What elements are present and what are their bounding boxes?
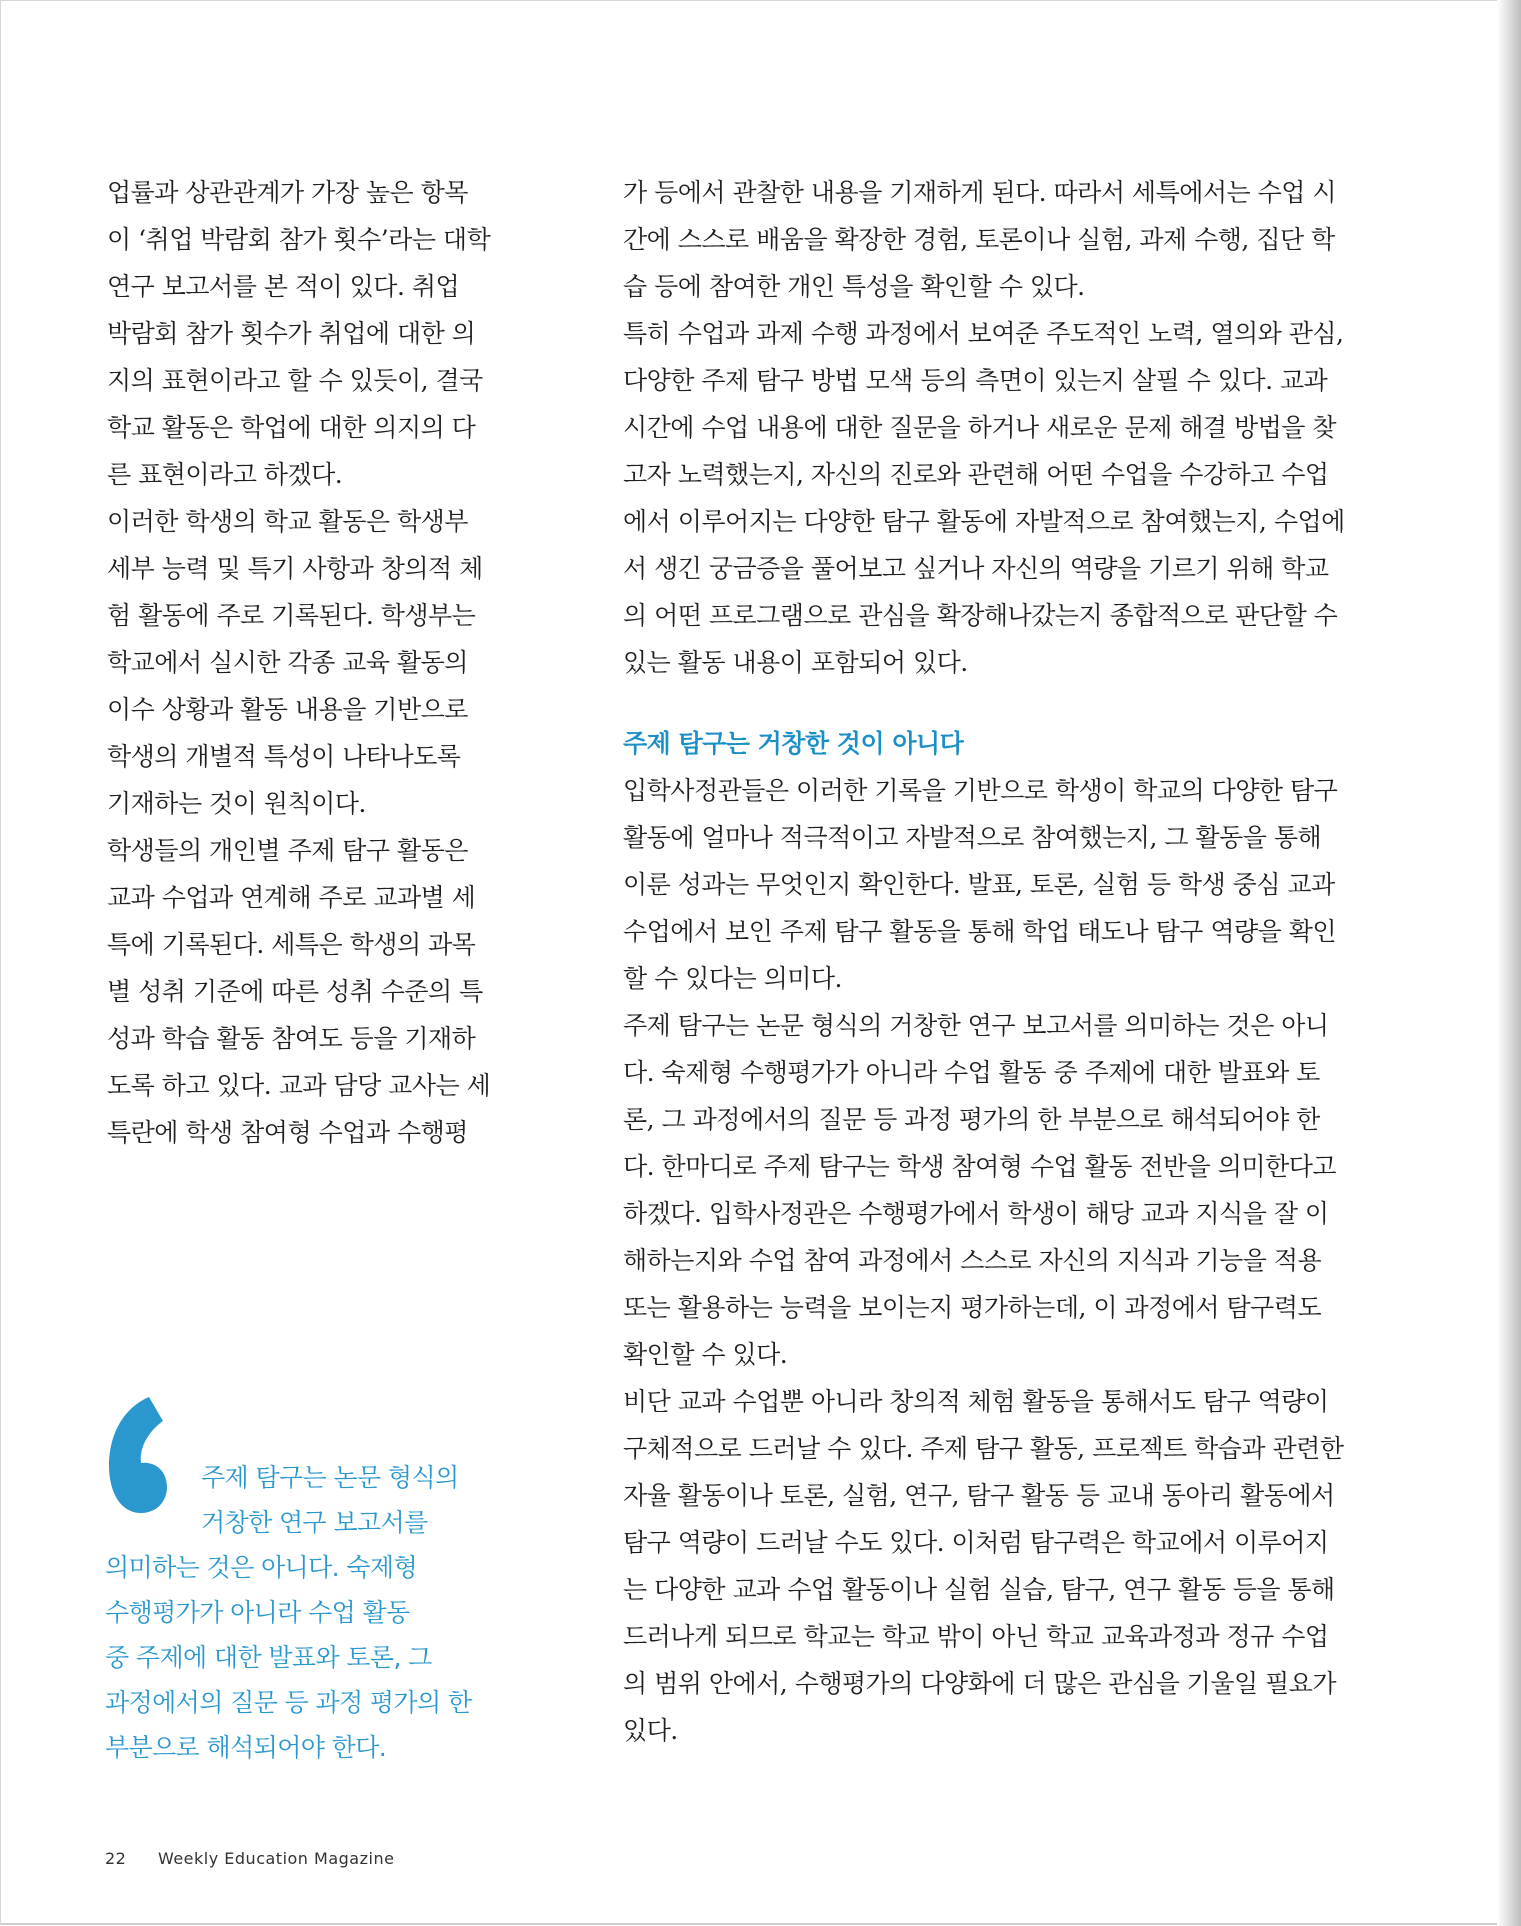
pull-quote <box>105 1397 505 1770</box>
page-number: 22 <box>105 1849 127 1868</box>
left-paragraph-1: 업률과 상관관계가 가장 높은 항목 이 ‘취업 박람회 참가 횟수’라는 대학 연구 보고서를 본 적이 있다. 취업 박람회 참가 횟수가 취업에 대한 의 지의 표현이라고 할 수 있듯이, 결국 학교 활동은 학업에 대한 의지의 다 른 표현이라고 하겠다. <box>107 178 491 489</box>
left-paragraph-2: 이러한 학생의 학교 활동은 학생부 세부 능력 및 특기 사항과 창의적 체 험 활동에 주로 기록된다. 학생부는 학교에서 실시한 각종 교육 활동의 이수 상황과 활동 내용을 기반으로 학생의 개별적 특성이 나타나도록 기재하는 것이 원칙이다. <box>107 507 483 818</box>
open-quote-icon <box>105 1397 185 1517</box>
right-paragraph-3: 입학사정관들은 이러한 기록을 기반으로 학생이 학교의 다양한 탐구 활동에 얼마나 적극적이고 자발적으로 참여했는지, 그 활동을 통해 이룬 성과는 무엇인지 확인한다. 발표, 토론, 실험 등 학생 중심 교과 수업에서 보인 주제 탐구 활동을 통해 학업 태도나 탐구 역량을 확인 할 수 있다는 의미다. <box>623 776 1338 993</box>
pull-quote-lead: 주제 탐구는 논문 형식의 거창한 연구 보고서를 <box>201 1463 459 1537</box>
right-paragraph-2: 특히 수업과 과제 수행 과정에서 보여준 주도적인 노력, 열의와 관심, 다양한 주제 탐구 방법 모색 등의 측면이 있는지 살필 수 있다. 교과 시간에 수업 내용에 대한 질문을 하거나 새로운 문제 해결 방법을 찾 고자 노력했는지, 자신의 진로와 관련해 어떤 수업을 수강하고 수업 에서 이루어지는 다양한 탐구 활동에 자발적으로 참여했는지, 수업에 서 생긴 궁금증을 풀어보고 싶거나 자신의 역량을 기르기 위해 학교 의 어떤 프로그램으로 관심을 확장해나갔는지 종합적으로 판단할 수 있는 활동 내용이 포함되어 있다. <box>623 319 1345 677</box>
right-column <box>623 169 1363 1754</box>
right-paragraph-1: 가 등에서 관찰한 내용을 기재하게 된다. 따라서 세특에서는 수업 시 간에 스스로 배움을 확장한 경험, 토론이나 실험, 과제 수행, 집단 학 습 등에 참여한 개인 특성을 확인할 수 있다. <box>623 178 1337 301</box>
magazine-name: Weekly Education Magazine <box>157 1849 395 1868</box>
page-footer <box>105 1849 394 1868</box>
section-heading: 주제 탐구는 거창한 것이 아니다 <box>623 729 964 758</box>
left-column <box>107 169 497 1156</box>
pull-quote-body: 의미하는 것은 아니다. 숙제형 수행평가가 아니라 수업 활동 중 주제에 대한 발표와 토론, 그 과정에서의 질문 등 과정 평가의 한 부분으로 해석되어야 한다. <box>105 1553 472 1762</box>
right-paragraph-4: 주제 탐구는 논문 형식의 거창한 연구 보고서를 의미하는 것은 아니 다. 숙제형 수행평가가 아니라 수업 활동 중 주제에 대한 발표와 토 론, 그 과정에서의 질문 등 과정 평가의 한 부분으로 해석되어야 한 다. 한마디로 주제 탐구는 학생 참여형 수업 활동 전반을 의미한다고 하겠다. 입학사정관은 수행평가에서 학생이 해당 교과 지식을 잘 이 해하는지와 수업 참여 과정에서 스스로 자신의 지식과 기능을 적용 또는 활용하는 능력을 보이는지 평가하는데, 이 과정에서 탐구력도 확인할 수 있다. <box>623 1011 1337 1369</box>
left-paragraph-3: 학생들의 개인별 주제 탐구 활동은 교과 수업과 연계해 주로 교과별 세 특에 기록된다. 세특은 학생의 과목 별 성취 기준에 따른 성취 수준의 특 성과 학습 활동 참여도 등을 기재하 도록 하고 있다. 교과 담당 교사는 세 특란에 학생 참여형 수업과 수행평 <box>107 836 491 1147</box>
right-paragraph-5: 비단 교과 수업뿐 아니라 창의적 체험 활동을 통해서도 탐구 역량이 구체적으로 드러날 수 있다. 주제 탐구 활동, 프로젝트 학습과 관련한 자율 활동이나 토론, 실험, 연구, 탐구 활동 등 교내 동아리 활동에서 탐구 역량이 드러날 수도 있다. 이처럼 탐구력은 학교에서 이루어지 는 다양한 교과 수업 활동이나 실험 실습, 탐구, 연구 활동 등을 통해 드러나게 되므로 학교는 학교 밖이 아닌 학교 교육과정과 정규 수업 의 범위 안에서, 수행평가의 다양화에 더 많은 관심을 기울일 필요가 있다. <box>623 1387 1344 1745</box>
page-edge-shadow <box>1497 0 1521 1926</box>
